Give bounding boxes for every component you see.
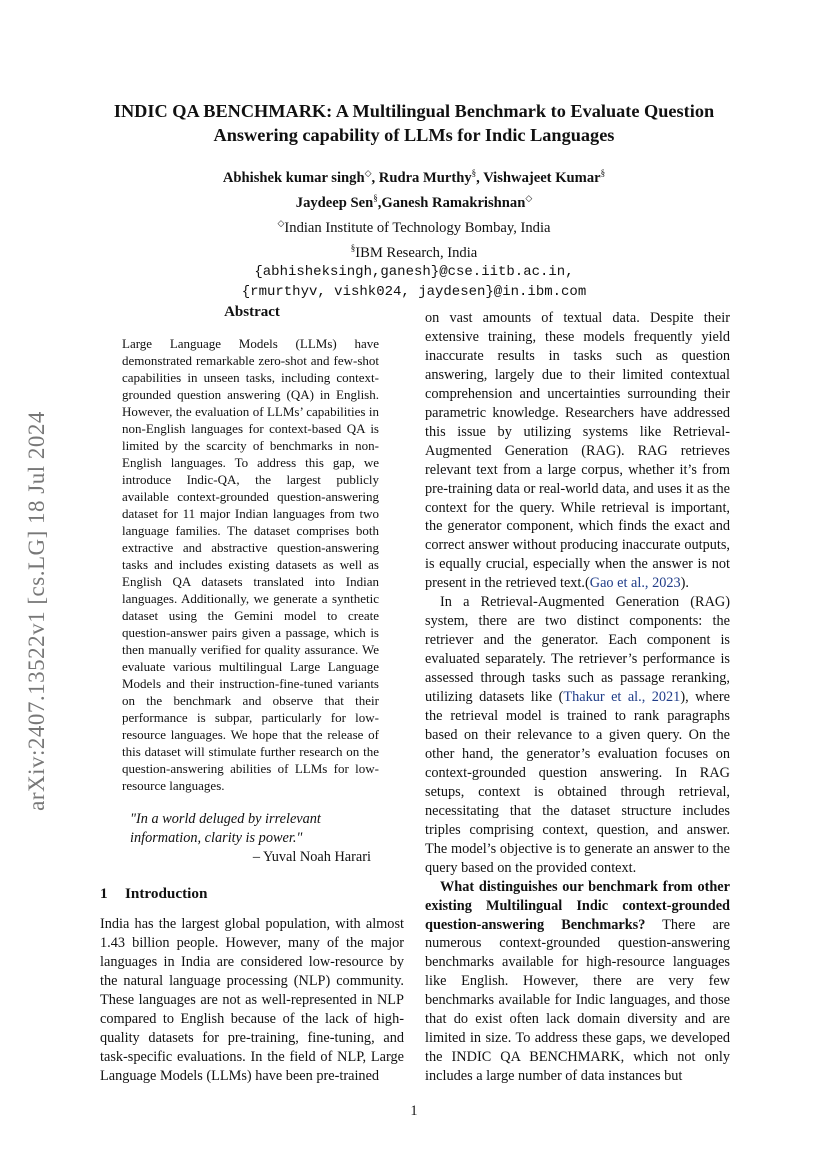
- abstract-heading: Abstract: [224, 304, 280, 320]
- section-number: 1: [100, 885, 108, 902]
- email-line-2: {rmurthyv, vishk024, jaydesen}@in.ibm.com: [241, 284, 587, 301]
- left-column: [100, 304, 404, 1086]
- affiliation-name: IBM Research, India: [355, 244, 478, 261]
- section-heading: [100, 885, 404, 903]
- epigraph-author: – Yuval Noah Harari: [252, 849, 371, 865]
- abstract-text: Large Language Models (LLMs) have demonstrated remarkable zero-shot and few-shot capabilities in unseen tasks, including context-grounded question answering (QA) in English. However, the evaluation of LLMs’ capabilities in non-English languages for context-based QA is limited by the scarcity of benchmarks in non-English languages. To address this gap, we introduce Indic-QA, the largest publicly available context-grounded question-answering dataset for 11 major Indian languages from two language families. The dataset comprises both extractive and abstractive question-answering tasks and includes existing datasets as well as English QA datasets translated into Indian languages. Additionally, we generate a synthetic dataset using the Gemini model to create question-answer pairs given a passage, which is then manually verified for quality assurance. We evaluate various multilingual Large Language Models and their instruction-fine-tuned variants on the benchmark and observe that their performance is subpar, particularly for low-resource languages. We hope that the release of this dataset will stimulate further research on the question-answering abilities of LLMs for low-resource languages.: [122, 336, 379, 793]
- arxiv-identifier: arXiv:2407.13522v1 [cs.LG] 18 Jul 2024: [24, 411, 49, 811]
- affiliation-mark: ◇: [525, 192, 533, 203]
- citation-link[interactable]: Gao et al., 2023: [589, 575, 681, 592]
- affiliation-mark: §: [350, 242, 356, 253]
- section-title: Introduction: [125, 885, 208, 902]
- bold-question: What distinguishes our benchmark from other existing Multilingual Indic context-grounded question-answering Benchmarks?: [425, 878, 730, 933]
- author-name: Abhishek kumar singh: [222, 169, 365, 186]
- affiliation-mark: ◇: [364, 168, 372, 178]
- right-column: [425, 309, 730, 1086]
- author-block: [90, 163, 738, 302]
- affiliation-mark: §: [471, 168, 477, 178]
- citation-link[interactable]: Thakur et al., 2021: [563, 689, 681, 706]
- paper-title: INDIC QA BENCHMARK: A Multilingual Benchmark to Evaluate Question Answering capability of LLMs for Indic Languages: [113, 101, 715, 145]
- author-name: Ganesh Ramakrishnan: [381, 194, 526, 211]
- email-line-1: {abhisheksingh,ganesh}@cse.iitb.ac.in,: [254, 264, 574, 281]
- affiliation-1: [90, 213, 738, 238]
- author-name: Rudra Murthy: [378, 169, 472, 186]
- body-paragraph: What distinguishes our benchmark from other existing Multilingual Indic context-grounded question-answering Benchmarks? There are numerous context-grounded question-answering benchmarks available for high-resource languages like English. However, there are very few benchmarks available for Indic languages, and those that do exist often lack domain diversity and are limited in size. To address these gaps, we developed the INDIC QA BENCHMARK, which not only includes a large number of data instances but: [425, 878, 730, 1085]
- author-line-1: Abhishek kumar singh◇, Rudra Murthy§, Vishwajeet Kumar§: [222, 168, 606, 186]
- arxiv-identifier-sidebar: [2, 376, 72, 846]
- intro-paragraph: India has the largest global population, with almost 1.43 billion people. However, many of the major languages in India are considered low-resource by the natural language processing (NLP) community. These languages are not as well-represented in NLP compared to English because of the lack of high-quality datasets for pre-training, fine-tuning, and task-specific evaluations. In the field of NLP, Large Language Models (LLMs) have been pre-trained: [100, 916, 404, 1084]
- affiliation-2: [90, 238, 738, 263]
- body-paragraph: on vast amounts of textual data. Despite their extensive training, these models frequently yield inaccurate results in tasks such as question answering, largely due to their limited contextual comprehension and uncertainties surrounding their parametric knowledge. Researchers have addressed this issue by utilizing systems like Retrieval-Augmented Generation (RAG). RAG retrieves relevant text from a large corpus, whether it’s from pre-training data or real-world data, and uses it as the context for the query. While retrieval is important, the generator component, which finds the exact and correct answer without producing inaccurate outputs, is equally crucial, especially when the answer is not present in the retrieved text.(Gao et al., 2023).: [425, 310, 730, 592]
- author-line-2: Jaydeep Sen§,Ganesh Ramakrishnan◇: [295, 192, 533, 211]
- author-name: Jaydeep Sen: [295, 194, 374, 211]
- affiliation-mark: §: [600, 168, 606, 178]
- affiliation-name: Indian Institute of Technology Bombay, India: [284, 219, 551, 236]
- epigraph-quote: "In a world deluged by irrelevant information, clarity is power.": [130, 811, 321, 846]
- page-number: 1: [410, 1103, 418, 1119]
- affiliation-mark: §: [373, 192, 378, 203]
- author-name: Vishwajeet Kumar: [483, 169, 601, 186]
- affiliation-mark: ◇: [277, 217, 285, 228]
- body-paragraph: In a Retrieval-Augmented Generation (RAG) system, there are two distinct components: the retriever and the generator. Each component is evaluated separately. The retriever’s performance is assessed through tasks such as passage reranking, utilizing datasets like (Thakur et al., 2021), where the retrieval model is trained to rank paragraphs based on their relevance to a given query. On the other hand, the generator’s evaluation focuses on context-grounded question answering. In RAG setups, context is obtained through retrieval, necessitating that the dataset structure includes triples comprising context, question, and answer. The model’s objective is to generate an answer to the query based on the provided context.: [425, 594, 730, 876]
